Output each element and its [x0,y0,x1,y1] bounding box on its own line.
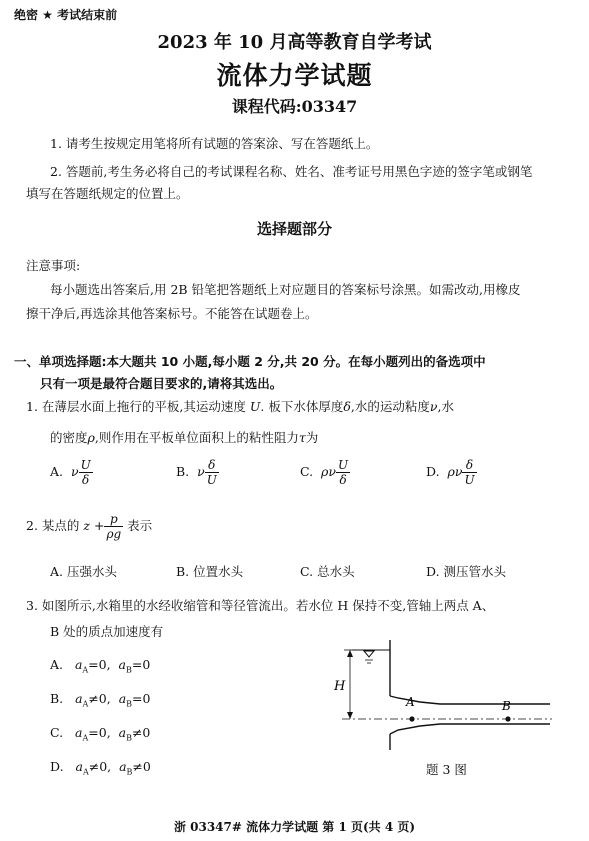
q1-stem-line2 [50,428,318,446]
part1-heading: 一、单项选择题:本大题共 10 小题,每小题 2 分,共 20 分。在每小题列出的备选项中 [14,354,486,369]
q3-stem-line1: 3. 如图所示,水箱里的水经收缩管和等径管流出。若水位 H 保持不变,管轴上两点 A、 [26,598,495,613]
q1-option-c [300,458,350,487]
option-label: D. [50,759,64,774]
subscript-b: B [125,665,132,675]
notice-line-2: 擦干净后,再选涂其他答案标号。不能答在试题卷上。 [26,306,318,321]
value-b: ≠0 [132,759,151,774]
option-coef: ν [70,464,79,479]
fraction-numerator: U [338,458,349,472]
q1-text: ,则作用在平板单位面积上的粘性阻力 [94,430,299,445]
fraction-denominator: δ [82,473,90,487]
notice-label: 注意事项: [26,258,81,273]
q3-option-b: B. $a_A\ne 0$, $a_B=0$ [50,691,151,709]
option-fraction [79,458,93,487]
notice-line-1: 每小题选出答案后,用 2B 铅笔把答题纸上对应题目的答案标号涂黑。如需改动,用橡皮 [50,282,521,297]
q1-stem-line1 [26,397,454,415]
q2-option-c: C. 总水头 [300,564,355,579]
accel-var: a [75,759,83,774]
note-1: 1. 请考生按规定用笔将所有试题的答案涂、写在答题纸上。 [50,136,379,151]
fraction-denominator: ρg [106,527,122,541]
accel-var: a [118,725,127,740]
label-b: B [502,699,511,713]
option-label: D. [426,464,440,479]
fraction-numerator: δ [462,458,476,473]
subject-title: 流体力学试题 [216,61,373,90]
q2-fraction [104,512,123,541]
subscript-b: B [126,767,133,777]
q1-text: 1. 在薄层水面上拖行的平板,其运动速度 [26,399,250,414]
q1-text: 为 [305,430,319,445]
value-b: ≠0 [131,725,151,740]
accel-var: a [118,657,126,672]
option-coef: ρν [321,464,336,479]
q3-figure-caption: 题 3 图 [426,762,467,777]
q1-text: . 板下水体厚度 [260,399,344,414]
value-b: =0 [132,691,151,706]
accel-var: a [75,725,83,740]
part1-heading-cont: 只有一项是最符合题目要求的,请将其选出。 [40,376,283,391]
q2-stem [26,512,152,541]
subscript-a: A [82,767,89,777]
subscript-a: A [82,733,89,743]
value-a: =0 [88,725,107,740]
q3-figure [320,640,560,760]
subscript-b: B [126,733,132,743]
page-footer: 浙 03347# 流体力学试题 第 1 页(共 4 页) [173,820,416,834]
fraction-denominator: δ [339,473,347,487]
value-b: =0 [131,657,151,672]
q1-var-tau: τ [298,430,306,445]
fraction-denominator: U [464,473,475,487]
section-title: 选择题部分 [256,220,332,238]
fraction-denominator: U [206,473,217,487]
course-code: 课程代码:03347 [231,97,358,116]
exam-title: 2023 年 10 月高等教育自学考试 [157,32,432,53]
q1-option-a [50,458,93,487]
arrow-up-icon [347,650,353,657]
accel-var: a [118,691,127,706]
value-a: =0 [88,657,107,672]
subscript-b: B [126,699,133,709]
q3-option-d: D. $a_A\ne 0$, $a_B\ne 0$ [50,759,151,777]
q1-var-nu: ν [429,399,438,414]
option-coef: ρν [447,464,463,479]
option-fraction [205,458,219,487]
q2-text: 2. 某点的 [26,518,80,533]
note-2-cont: 填写在答题纸规定的位置上。 [26,186,189,201]
subscript-a: A [82,699,89,709]
q3-option-c: C. $a_A=0$, $a_B\ne 0$ [50,725,151,743]
label-a: A [406,695,415,709]
note-2: 2. 答题前,考生务必将自己的考试课程名称、姓名、准考证号用黑色字迹的签字笔或钢笔 [50,164,533,179]
option-coef: ν [197,464,205,479]
accel-var: a [75,691,83,706]
value-a: ≠0 [88,691,107,706]
option-label: A. [50,657,64,672]
fraction-numerator: δ [205,458,219,473]
water-level-icon [364,651,374,657]
option-fraction [462,458,476,487]
q2-text: 表示 [127,518,153,533]
pipe-bottom-wall [390,724,550,734]
q1-option-d [426,458,477,487]
accel-var: a [74,657,83,672]
q1-text: ,水的运动粘度 [350,399,430,414]
option-label: A. [50,464,64,479]
label-h: H [334,679,346,694]
point-b [505,716,510,721]
q2-expr: z + [83,518,105,533]
point-a [409,716,414,721]
q1-text: ,水 [437,399,454,414]
option-label: B. [50,691,64,706]
arrow-down-icon [347,712,353,719]
subscript-a: A [82,665,89,675]
q1-var-rho: ρ [87,430,95,445]
q1-var-u: U [249,399,261,414]
accel-var: a [119,759,127,774]
q3-option-a: A. $a_A=0$, $a_B=0$ [50,657,151,675]
q2-option-d: D. 测压管水头 [426,564,507,579]
q3-stem-line2: B 处的质点加速度有 [50,624,164,639]
value-a: ≠0 [88,759,108,774]
option-label: B. [176,464,190,479]
option-label: C. [50,725,64,740]
q1-var-delta: δ [343,399,351,414]
fraction-numerator: p [104,512,123,527]
q1-text: 的密度 [50,430,88,445]
q2-option-a: A. 压强水头 [50,564,117,579]
q2-option-b: B. 位置水头 [176,564,244,579]
q1-option-b [176,458,219,487]
option-fraction [336,458,350,487]
fraction-numerator: U [80,458,91,472]
secret-label: 绝密 ★ 考试结束前 [14,8,118,22]
option-label: C. [300,464,314,479]
